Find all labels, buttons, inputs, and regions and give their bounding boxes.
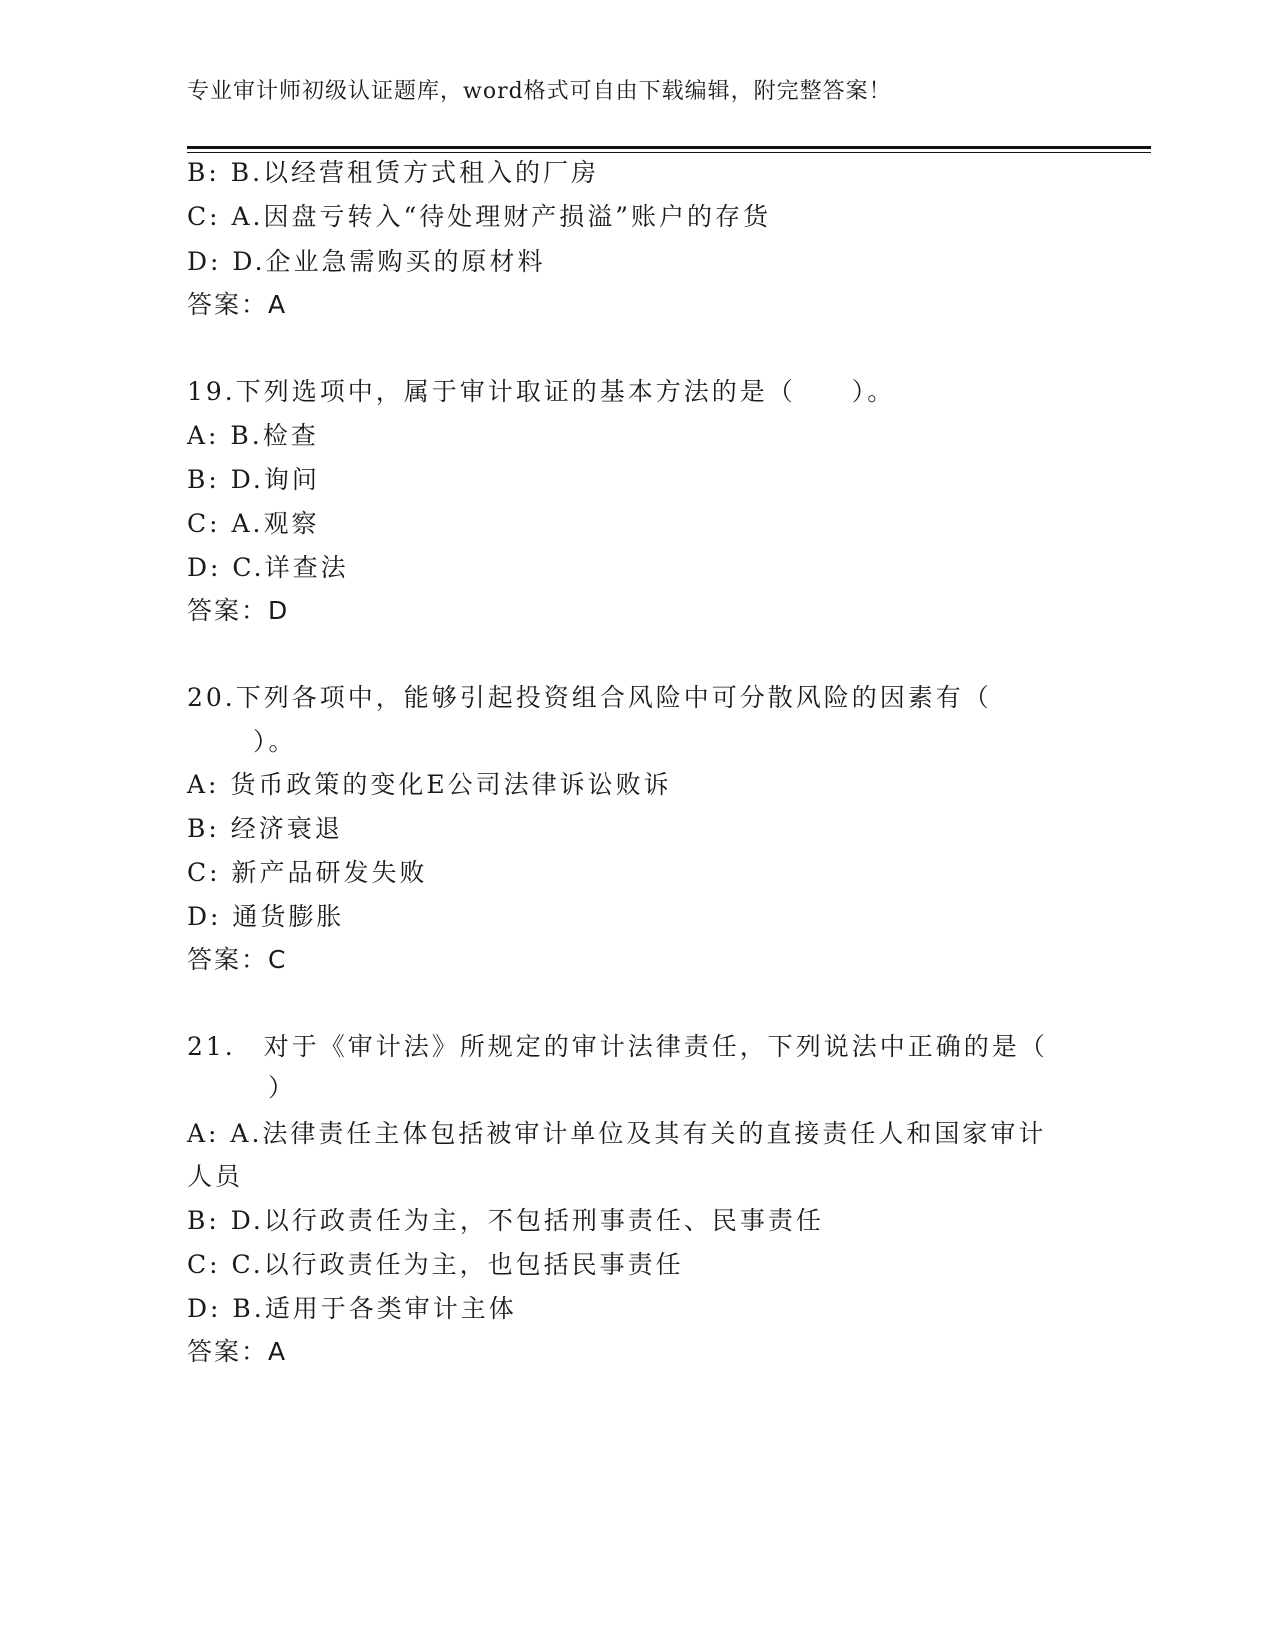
q21-answer: 答案：A [187,1337,288,1366]
q19-answer: 答案：D [187,596,290,625]
q21-option-a: A: A.法律责任主体包括被审计单位及其有关的直接责任人和国家审计 [187,1119,1047,1148]
q21-option-c: C: C.以行政责任为主，也包括民事责任 [187,1250,684,1279]
q20-option-d: D: 通货膨胀 [187,902,345,931]
q21-option-b: B: D.以行政责任为主，不包括刑事责任、民事责任 [187,1206,824,1235]
q18-option-d: D: D.企业急需购买的原材料 [187,247,546,276]
q19-option-b: B: D.询问 [187,465,320,494]
q20-option-c: C: 新产品研发失败 [187,858,428,887]
q20-option-b: B: 经济衰退 [187,814,343,843]
q19-option-d: D: C.详查法 [187,553,349,582]
q21-question: 21. 对于《审计法》所规定的审计法律责任，下列说法中正确的是（ [187,1032,1048,1061]
q20-question-cont: ）。 [253,727,297,756]
q18-option-b: B: B.以经营租赁方式租入的厂房 [187,158,600,187]
q19-question: 19.下列选项中，属于审计取证的基本方法的是（ ）。 [187,377,896,406]
q21-option-a-cont: 人员 [187,1162,244,1191]
q20-option-a: A: 货币政策的变化E公司法律诉讼败诉 [187,770,672,799]
header-divider-thin [187,152,1151,153]
q18-answer: 答案：A [187,290,288,319]
q18-option-c: C: A.因盘亏转入“待处理财产损溢”账户的存货 [187,202,772,231]
q21-option-d: D: B.适用于各类审计主体 [187,1294,517,1323]
q21-question-cont: ） [268,1073,297,1102]
q19-option-c: C: A.观察 [187,509,320,538]
q20-question: 20.下列各项中，能够引起投资组合风险中可分散风险的因素有（ [187,683,992,712]
header-divider [187,146,1151,149]
q19-option-a: A: B.检查 [187,421,319,450]
page-header: 专业审计师初级认证题库，word格式可自由下载编辑，附完整答案！ [187,79,892,104]
q20-answer: 答案：C [187,945,288,974]
